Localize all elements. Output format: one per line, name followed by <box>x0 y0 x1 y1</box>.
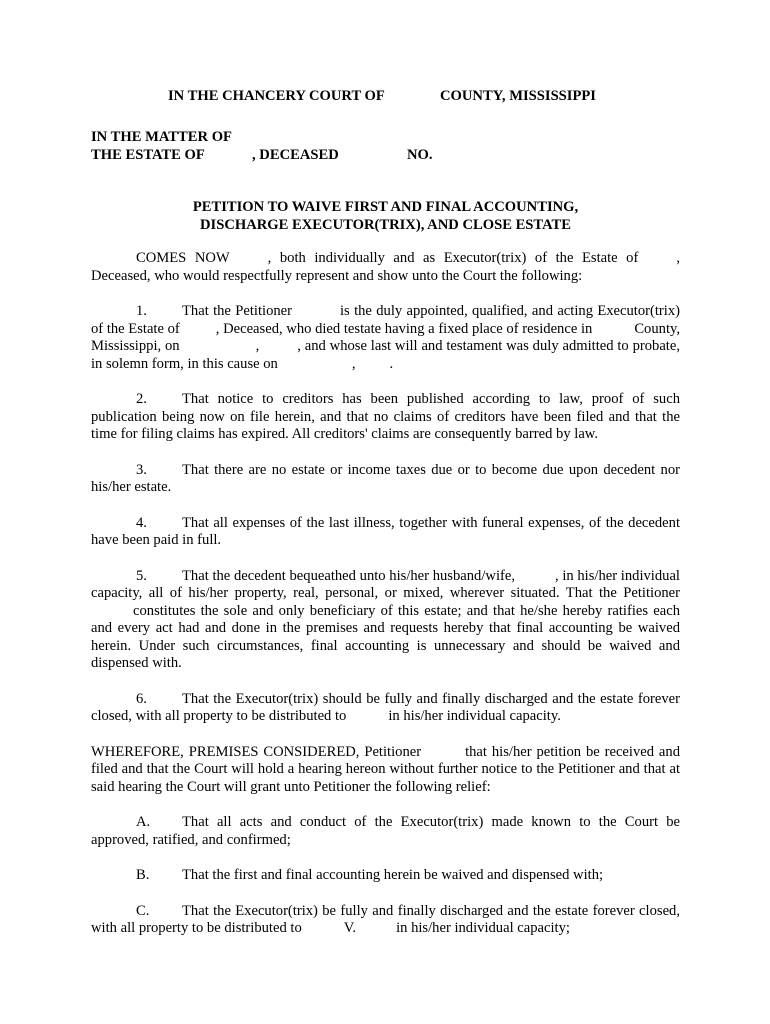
court-caption <box>91 88 680 106</box>
paragraph-3: 3. That there are no estate or income taxes due or to become due upon decedent nor his/her estate. <box>91 461 680 495</box>
matter-caption <box>91 128 680 164</box>
paragraph-5: 5. That the decedent bequeathed unto his/her husband/wife, , in his/her individual capacity, all of his/her property, real, personal, or mixed, wherever situated. That the Petitionerconstitutes the sole and only beneficiary of this estate; and that he/she hereby ratifies each and every act had and done in the premises and requests hereby that final accounting be waived herein. Under such circumstances, final accounting is unnecessary and should be waived and dispensed with. <box>91 567 680 671</box>
intro-paragraph: COMES NOW , both individually and as Executor(trix) of the Estate of , Deceased, who would respectfully represent and show unto the Court the following: <box>91 250 680 284</box>
relief-b: B. That the first and final accounting herein be waived and dispensed with; <box>136 867 604 883</box>
matter-line-2 <box>91 146 680 164</box>
document-title <box>91 198 680 234</box>
wherefore-paragraph: WHEREFORE, PREMISES CONSIDERED, Petitioner that his/her petition be received and filed and that the Court will hold a hearing hereon without further notice to the Petitioner and that at said hearing the Court will grant unto Petitioner the following relief: <box>91 743 680 795</box>
paragraph-6: 6. That the Executor(trix) should be fully and finally discharged and the estate forever closed, with all property to be distributed to in his/her individual capacity. <box>91 690 680 724</box>
relief-c: C. That the Executor(trix) be fully and finally discharged and the estate forever closed, with all property to be distributed to V. in his/her individual capacity; <box>91 902 680 936</box>
court-caption-suffix: COUNTY, MISSISSIPPI <box>440 88 596 104</box>
title-line-1: PETITION TO WAIVE FIRST AND FINAL ACCOUNTING, <box>192 199 579 215</box>
document-page <box>91 88 680 956</box>
paragraph-4: 4. That all expenses of the last illness, together with funeral expenses, of the decedent have been paid in full. <box>91 514 680 548</box>
matter-line-1: IN THE MATTER OF <box>91 129 232 145</box>
relief-a: A. That all acts and conduct of the Executor(trix) made known to the Court be approved, ratified, and confirmed; <box>91 814 680 848</box>
paragraph-2: 2. That notice to creditors has been published according to law, proof of such publication being now on file herein, and that no claims of creditors have been filed and that the time for filing claims has expired. All creditors' claims are consequently barred by law. <box>91 391 680 442</box>
estate-of-label: THE ESTATE OF <box>91 147 205 163</box>
paragraph-1: 1. That the Petitioner is the duly appointed, qualified, and acting Executor(trix) of the Estate of , Deceased, who died testate having a fixed place of residence in County, Mississippi, on , , and whose last will and testament was duly admitted to probate, in solemn form, in this cause on , . <box>91 303 681 372</box>
title-line-2: DISCHARGE EXECUTOR(TRIX), AND CLOSE ESTATE <box>200 217 571 233</box>
deceased-label: , DECEASED <box>252 147 339 163</box>
court-caption-prefix: IN THE CHANCERY COURT OF <box>168 88 385 104</box>
case-number-label: NO. <box>407 147 433 163</box>
